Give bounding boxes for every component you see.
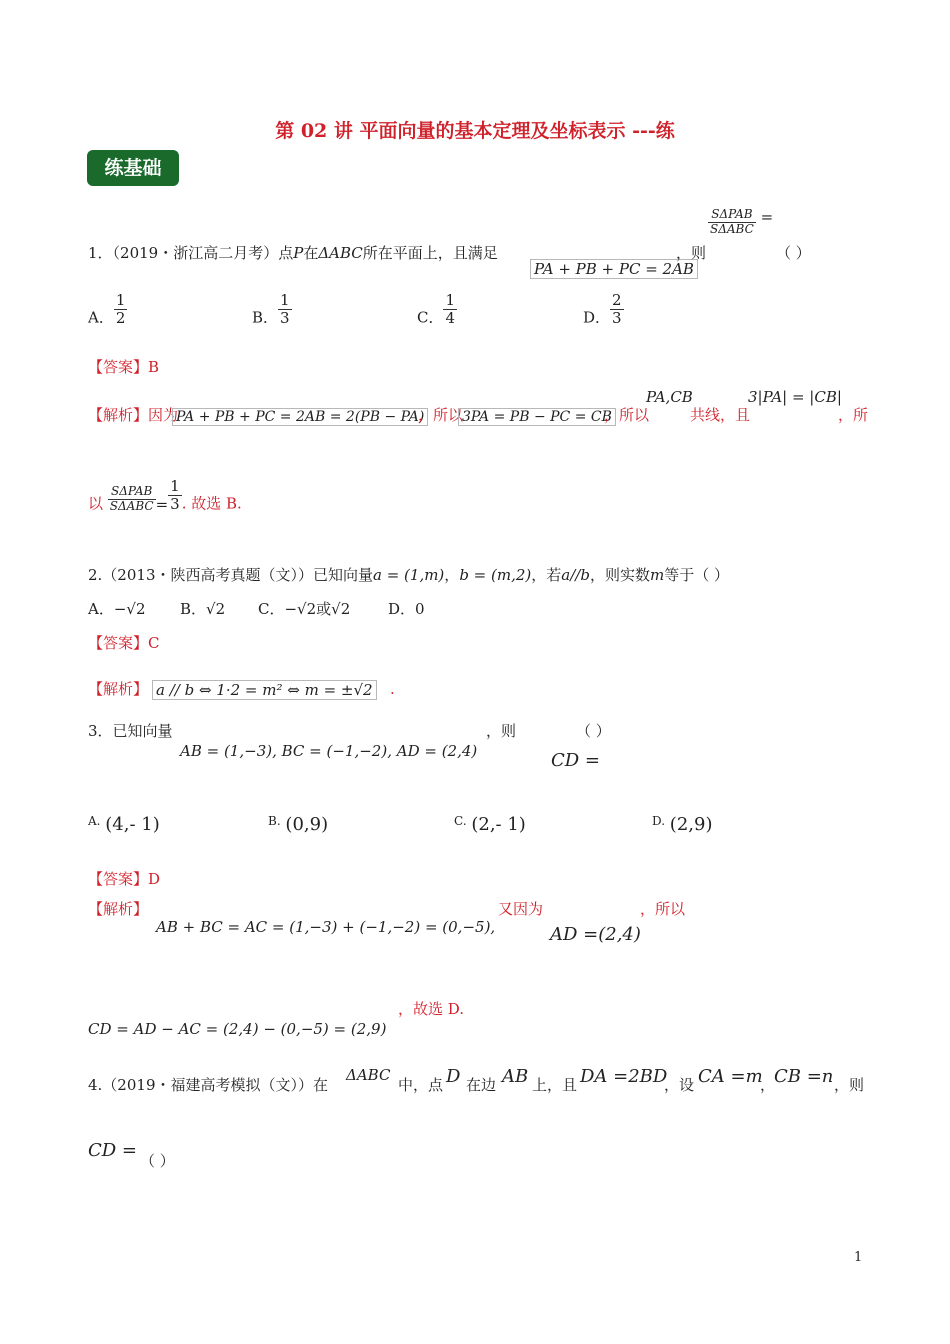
q1-option-b: B． $\frac{1}{3}$ <box>252 291 290 328</box>
q1-analysis-math3: PA,CB <box>646 388 693 406</box>
q1-option-d: D． $\frac{2}{3}$ <box>583 291 622 328</box>
q4-stem: 4.（2019・福建高考模拟（文））在 <box>88 1076 328 1094</box>
section-badge: 练基础 <box>87 150 179 186</box>
q3-analysis-math1: AB + BC = AC = (1,−3) + (−1,−2) = (0,−5), <box>156 918 496 936</box>
q1-analysis-text4: 共线，且 <box>690 406 751 424</box>
q2-option-c: C．−√2或√2 <box>258 600 351 618</box>
q3-then: ，则 <box>486 722 517 740</box>
q1-analysis-text3: ，所以 <box>604 406 650 424</box>
q3-analysis-text2: ，所以 <box>640 900 686 918</box>
q1-answer: 【答案】B <box>88 358 160 376</box>
q2-option-b: B．√2 <box>180 600 226 618</box>
q3-paren: （ ） <box>576 722 611 740</box>
q1-analysis-line1: 【解析】因为 <box>88 406 179 424</box>
q1-analysis-math4: 3|PA| = |CB| <box>748 388 842 406</box>
q4-ca: CA =m <box>698 1066 763 1087</box>
q4-paren: （ ） <box>140 1152 175 1170</box>
q2-analysis-tag: 【解析】 <box>88 680 149 698</box>
q3-option-a: $^{A.}$ (4,- 1) <box>88 814 160 835</box>
q2-option-d: D．0 <box>388 600 425 618</box>
q3-cd: CD = <box>551 750 601 771</box>
q2-stem: 2.（2013・陕西高考真题（文））已知向量a = (1,m)，b = (m,2)，若a//b，则实数m等于（ ） <box>88 566 729 584</box>
q3-given: AB = (1,−3), BC = (−1,−2), AD = (2,4) <box>180 742 478 760</box>
q1-then: ，则 <box>676 244 707 262</box>
q1-analysis-line2: 以 $\frac{\text{SΔPAB}}{\text{SΔABC}}$ = $\frac{1}{3}$ . 故选 B. <box>88 477 242 514</box>
q1-analysis-math2: 3PA = PB − PC = CB <box>458 408 616 426</box>
q3-analysis-text3: ，故选 D. <box>398 1000 465 1018</box>
q4-condition: DA =2BD <box>580 1066 668 1087</box>
q4-cd: CD = <box>88 1140 138 1161</box>
q3-analysis-text1: 又因为 <box>498 900 544 918</box>
q3-option-d: $^{D.}$ (2,9) <box>652 814 713 835</box>
q4-comma: ， <box>760 1076 776 1094</box>
q4-then: ，则 <box>834 1076 865 1094</box>
q1-analysis-text2: ，所以 <box>418 406 464 424</box>
q2-analysis-dot: . <box>390 680 395 698</box>
q1-ratio: $\frac{\text{SΔPAB}}{\text{SΔABC}}$ = <box>710 207 774 236</box>
q2-option-a: A．−√2 <box>88 600 146 618</box>
q3-analysis-math2: AD =(2,4) <box>550 924 641 945</box>
q3-analysis-math3: CD = AD − AC = (2,4) − (0,−5) = (2,9) <box>88 1020 387 1038</box>
q1-analysis-math1: PA + PB + PC = 2AB = 2(PB − PA) <box>172 408 428 426</box>
q4-mid: 中，点 <box>398 1076 444 1094</box>
q4-triangle: ΔABC <box>346 1066 391 1084</box>
q1-analysis-text5: ，所 <box>838 406 869 424</box>
q4-set: ，设 <box>664 1076 695 1094</box>
q1-stem: 1．（2019・浙江高二月考）点P在ΔABC所在平面上，且满足 <box>88 244 498 262</box>
page-title: 第 02 讲 平面向量的基本定理及坐标表示 ---练 <box>275 120 675 142</box>
q1-option-c: C． $\frac{1}{4}$ <box>417 291 456 328</box>
page-number: 1 <box>854 1250 863 1265</box>
q4-point-d: D <box>446 1066 461 1087</box>
q3-answer: 【答案】D <box>88 870 161 888</box>
q1-paren: （ ） <box>776 244 811 262</box>
q2-answer: 【答案】C <box>88 634 160 652</box>
q3-analysis-tag: 【解析】 <box>88 900 149 918</box>
q3-option-c: $^{C.}$ (2,- 1) <box>454 814 526 835</box>
q4-cb: CB =n <box>774 1066 834 1087</box>
q4-on: 在边 <box>466 1076 497 1094</box>
q1-option-a: A． $\frac{1}{2}$ <box>88 291 126 328</box>
q2-analysis-math: a // b ⇔ 1·2 = m² ⇔ m = ±√2 <box>152 680 377 700</box>
q4-side-ab: AB <box>502 1066 529 1087</box>
q4-up: 上，且 <box>532 1076 578 1094</box>
q1-condition: PA + PB + PC = 2AB <box>530 259 698 279</box>
q3-stem: 3．已知向量 <box>88 722 173 740</box>
q3-option-b: $^{B.}$ (0,9) <box>268 814 329 835</box>
